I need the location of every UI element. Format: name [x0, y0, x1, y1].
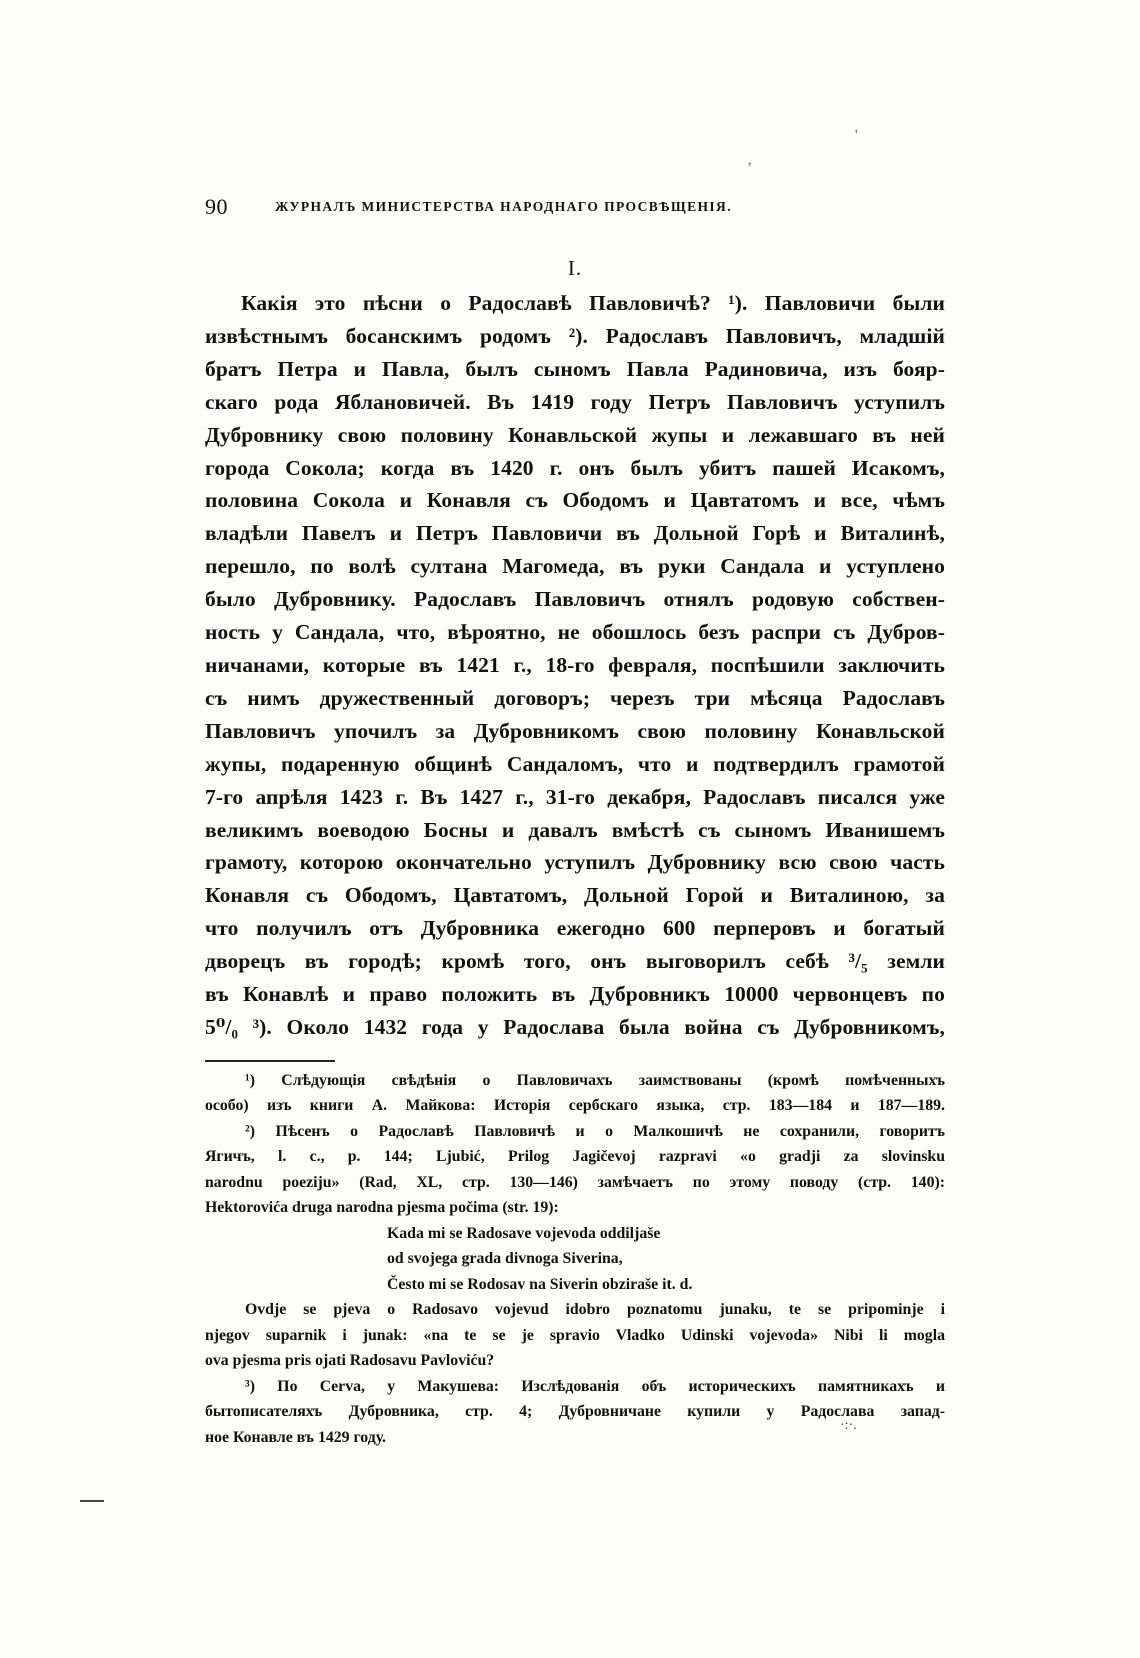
footnote-line: ²) Пѣсенъ о Радославѣ Павловичѣ и о Малкошичѣ не сохранили, говоритъ [245, 1122, 945, 1140]
body-line: Какія это пѣсни о Радославѣ Павловичѣ? ¹). Павловичи были [241, 291, 945, 315]
journal-title: ЖУРНАЛЪ МИНИСТЕРСТВА НАРОДНАГО ПРОСВѢЩЕНІЯ. [275, 199, 732, 214]
body-line: ничанами, которые въ 1421 г., 18-го февраля, поспѣшили заключить [205, 652, 945, 677]
scan-speck: ·:·. [840, 1418, 857, 1433]
footnote-line: особо) изъ книги А. Майкова: Исторія сербскаго языка, стр. 183—184 и 187—189. [205, 1097, 945, 1115]
footnote-line: Ovdje se pjeva o Radosavo vojevud idobro poznatomu junaku, te se pripominje i [245, 1301, 945, 1319]
body-line: великимъ воеводою Босны и давалъ вмѣстѣ съ сыномъ Иванишемъ [205, 817, 945, 842]
body-line: Дубровнику свою половину Конавльской жупы и лежавшаго въ ней [205, 422, 945, 447]
body-line: грамоту, которою окончательно уступилъ Дубровнику всю свою часть [205, 850, 945, 875]
main-text [205, 287, 945, 1044]
body-line: жупы, подаренную общинѣ Сандаломъ, что и подтвердилъ грамотой [205, 751, 945, 776]
verse-line: Često mi se Rodosav na Siverin obziraše it. d. [387, 1275, 693, 1293]
body-line: ность у Сандала, что, вѣроятно, не обошлось безъ распри съ Дубров- [205, 620, 945, 645]
footnotes [205, 1068, 945, 1451]
footnote-line: narodnu poeziju» (Rad, XL, стр. 130—146) замѣчаетъ по этому поводу (стр. 140): [205, 1173, 945, 1191]
section-number: I. [567, 256, 583, 280]
verse-line: Kada mi se Radosave vojevoda oddiljaše [387, 1224, 661, 1242]
footnote-line: njegov suparnik i junak: «na te se je spravio Vladko Udinski vojevoda» Nibi li mogla [205, 1326, 945, 1344]
body-line: перешло, по волѣ султана Магомеда, въ руки Сандала и уступлено [205, 554, 945, 579]
footnote-line: Hektorovića druga narodna pjesma počima (str. 19): [205, 1199, 559, 1217]
footnote-line: бытописателяхъ Дубровника, стр. 4; Дубровничане купили у Радослава запад- [205, 1403, 945, 1421]
verse-line: od svojega grada divnoga Siverina, [387, 1250, 623, 1268]
body-line: 5⁰/₀ ³). Около 1432 года у Радослава была война съ Дубровникомъ, [205, 1014, 945, 1039]
body-line: извѣстнымъ босанскимъ родомъ ²). Радославъ Павловичъ, младшій [205, 323, 945, 348]
body-line: что получилъ отъ Дубровника ежегодно 600 перперовъ и богатый [205, 916, 945, 941]
body-line: владѣли Павелъ и Петръ Павловичи въ Дольной Горѣ и Виталинѣ, [205, 521, 945, 546]
body-line: Конавля съ Ободомъ, Цавтатомъ, Дольной Горой и Виталиною, за [205, 883, 945, 908]
footnote-line: ¹) Слѣдующія свѣдѣнія о Павловичахъ заимствованы (кромѣ помѣченныхъ [245, 1071, 945, 1089]
footnote-line: Ягичъ, l. c., p. 144; Ljubić, Prilog Jagičevoj razpravi «o gradji za slovinsku [205, 1148, 945, 1166]
scan-speck: , [748, 153, 752, 168]
body-line: Павловичъ упочилъ за Дубровникомъ свою половину Конавльской [205, 718, 945, 743]
body-line: братъ Петра и Павла, былъ сыномъ Павла Радиновича, изъ бояр- [205, 356, 945, 381]
footnote-line: ova pjesma pris ojati Radosavu Pavloviću? [205, 1352, 495, 1370]
page-number: 90 [205, 194, 228, 219]
footnote-line: ³) По Cerva, у Макушева: Изслѣдованія объ историческихъ памятникахъ и [245, 1377, 945, 1395]
scan-speck: ' [855, 128, 858, 143]
body-line: съ нимъ дружественный договоръ; черезъ три мѣсяца Радославъ [205, 685, 945, 710]
running-head [205, 190, 945, 230]
body-line: было Дубровнику. Радославъ Павловичъ отнялъ родовую собствен- [205, 587, 945, 612]
body-line: половина Сокола и Конавля съ Ободомъ и Цавтатомъ и все, чѣмъ [205, 488, 945, 513]
footnote-line: ное Конавле въ 1429 году. [205, 1428, 386, 1446]
body-line: 7-го апрѣля 1423 г. Въ 1427 г., 31-го декабря, Радославъ писался уже [205, 784, 945, 809]
body-line: города Сокола; когда въ 1420 г. онъ былъ убитъ пашей Исакомъ, [205, 455, 945, 480]
footnote-divider [205, 1060, 335, 1062]
body-line: скаго рода Яблановичей. Въ 1419 году Петръ Павловичъ уступилъ [205, 389, 945, 414]
verse-quote [387, 1221, 945, 1298]
scan-speck [80, 1500, 104, 1502]
body-line: въ Конавлѣ и право положить въ Дубровникъ 10000 червонцевъ по [205, 982, 945, 1007]
document-page [205, 190, 945, 1450]
body-line: дворецъ въ городѣ; кромѣ того, онъ выговорилъ себѣ ³/₅ земли [205, 949, 945, 974]
